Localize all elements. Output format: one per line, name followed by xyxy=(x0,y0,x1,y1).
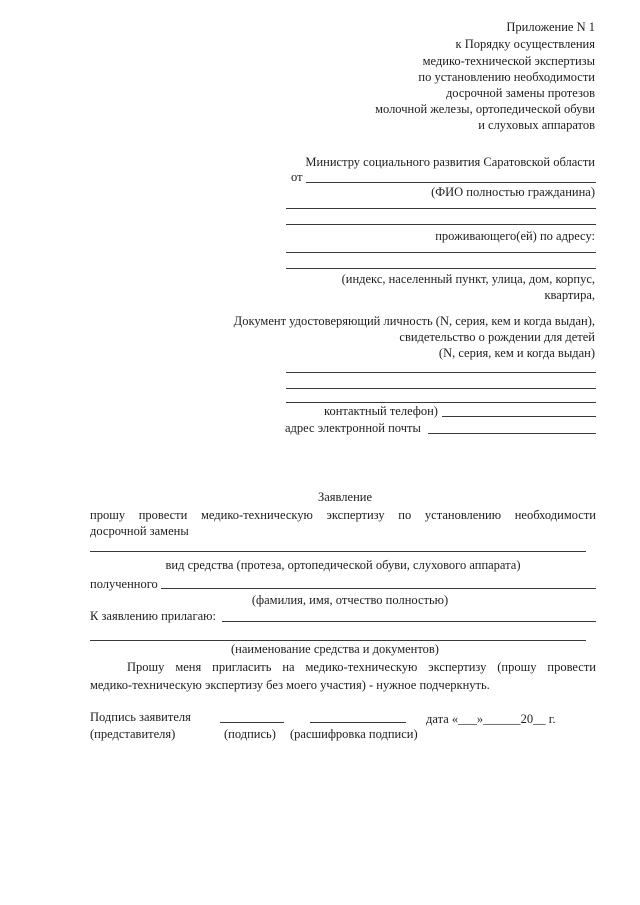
invite-line-1: Прошу меня пригласить на медико-техническую экспертизу (прошу провести xyxy=(127,660,596,674)
fio-line-2 xyxy=(286,208,596,209)
fio-caption: (ФИО полностью гражданина) xyxy=(431,185,595,199)
phone-label: контактный телефон) xyxy=(324,404,438,418)
device-caption: вид средства (протеза, ортопедической обуви, слухового аппарата) xyxy=(165,558,521,572)
address-caption-2: квартира, xyxy=(544,288,595,302)
signature-label-1: Подпись заявителя xyxy=(90,710,191,724)
received-label: полученного xyxy=(90,577,158,591)
fio-line-3 xyxy=(286,224,596,225)
residing-caption: проживающего(ей) по адресу: xyxy=(435,229,595,243)
appendix-line-2: к Порядку осуществления xyxy=(455,37,595,51)
id-doc-fill-line-3 xyxy=(286,402,596,403)
email-line xyxy=(428,433,596,434)
appendix-line-7: и слуховых аппаратов xyxy=(478,118,595,132)
invite-line-2: медико-техническую экспертизу без моего участия) - нужное подчеркнуть. xyxy=(90,678,490,692)
device-line xyxy=(90,551,586,552)
id-doc-line-3: (N, серия, кем и когда выдан) xyxy=(438,346,595,360)
statement-title: Заявление xyxy=(317,490,372,504)
appendix-line-4: по установлению необходимости xyxy=(418,70,595,84)
signature-caption: (подпись) xyxy=(224,727,276,741)
attach-caption: (наименование средства и документов) xyxy=(231,642,439,656)
id-doc-line-1: Документ удостоверяющий личность (N, серия, кем и когда выдан), xyxy=(233,314,595,328)
attach-label: К заявлению прилагаю: xyxy=(90,609,216,623)
request-line-2: досрочной замены xyxy=(90,524,189,538)
phone-line xyxy=(442,416,596,417)
id-doc-fill-line-1 xyxy=(286,372,596,373)
date-field: дата «___»______20__ г. xyxy=(426,712,556,726)
email-label: адрес электронной почты xyxy=(285,421,421,435)
from-label: от xyxy=(291,170,303,184)
fio-line xyxy=(306,182,596,183)
address-line-2 xyxy=(286,268,596,269)
received-line xyxy=(161,588,596,589)
request-line-1: прошу провести медико-техническую экспертизу по установлению необходимости xyxy=(90,508,596,522)
appendix-line-6: молочной железы, ортопедической обуви xyxy=(375,102,595,116)
appendix-line-1: Приложение N 1 xyxy=(506,20,595,34)
attach-line-2 xyxy=(90,640,586,641)
addressee-minister: Министру социального развития Саратовской области xyxy=(305,155,595,169)
id-doc-line-2: свидетельство о рождении для детей xyxy=(399,330,595,344)
appendix-line-3: медико-технической экспертизы xyxy=(422,54,595,68)
signature-decode-line xyxy=(310,722,406,723)
address-caption-1: (индекс, населенный пункт, улица, дом, корпус, xyxy=(341,272,595,286)
address-line-1 xyxy=(286,252,596,253)
appendix-line-5: досрочной замены протезов xyxy=(445,86,595,100)
signature-decode-caption: (расшифровка подписи) xyxy=(290,727,418,741)
attach-line-1 xyxy=(222,621,596,622)
signature-line xyxy=(220,722,284,723)
id-doc-fill-line-2 xyxy=(286,388,596,389)
name-caption: (фамилия, имя, отчество полностью) xyxy=(251,593,449,607)
signature-label-2: (представителя) xyxy=(90,727,176,741)
